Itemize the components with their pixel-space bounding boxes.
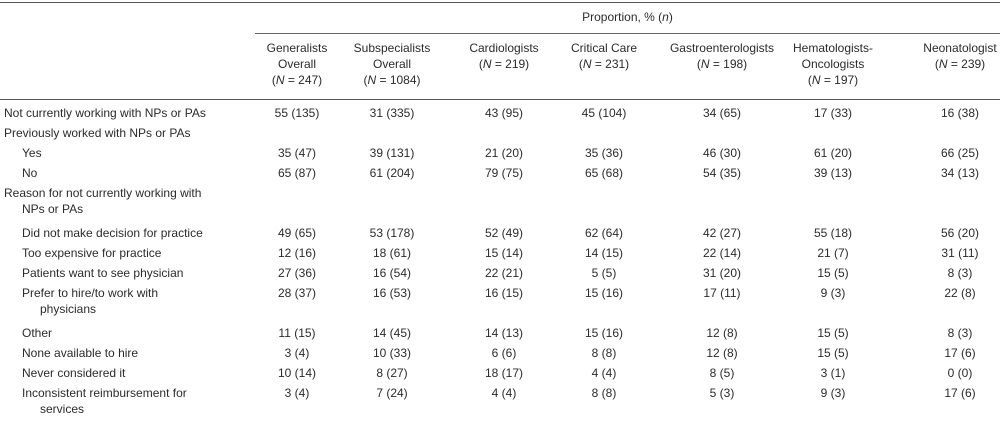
table-cell: 42 (27) — [702, 226, 742, 240]
column-header-line: (N = 239) — [934, 57, 986, 71]
column-header-line: Cardiologists — [469, 41, 539, 55]
row-label — [22, 225, 203, 241]
row-label — [22, 385, 187, 417]
row-label-line: Did not make decision for practice — [22, 226, 203, 240]
header-bottom-rule — [0, 99, 1000, 100]
table-cell: 17 (11) — [703, 286, 741, 300]
row-label-line: Patients want to see physician — [22, 266, 184, 280]
table-cell: 15 (5) — [817, 266, 849, 280]
table-cell: 31 (11) — [941, 246, 979, 260]
column-header-line: Hematologists- — [792, 41, 874, 55]
table-cell: 39 (131) — [369, 146, 415, 160]
table-cell: 43 (95) — [484, 106, 524, 120]
table-cell: 55 (135) — [274, 106, 320, 120]
row-label-line: Not currently working with NPs or PAs — [4, 106, 206, 120]
table-cell: 15 (16) — [584, 286, 624, 300]
column-header-line: Subspecialists — [353, 41, 431, 55]
table-cell: 18 (17) — [484, 366, 524, 380]
table-cell: 61 (20) — [813, 146, 853, 160]
table-cell: 15 (5) — [817, 346, 849, 360]
column-header — [753, 40, 913, 88]
row-label-line: NPs or PAs — [22, 202, 84, 216]
row-label-line: Reason for not currently working with — [4, 186, 202, 200]
table-cell: 14 (15) — [584, 246, 624, 260]
row-label — [22, 145, 42, 161]
column-header-line: (N = 247) — [271, 73, 323, 87]
row-label — [4, 185, 201, 217]
column-header-line: Oncologists — [801, 57, 865, 71]
table-cell: 34 (65) — [702, 106, 742, 120]
row-label — [22, 265, 183, 281]
table-cell: 27 (36) — [277, 266, 317, 280]
table-cell: 39 (13) — [813, 166, 853, 180]
column-header — [900, 40, 1000, 72]
table-cell: 12 (8) — [706, 346, 738, 360]
row-label-line: No — [22, 166, 38, 180]
table-cell: 8 (8) — [591, 386, 617, 400]
table-cell: 8 (3) — [947, 326, 973, 340]
column-header-line: (N = 198) — [696, 57, 748, 71]
table-cell: 35 (47) — [277, 146, 317, 160]
table-cell: 8 (5) — [709, 366, 735, 380]
table-cell: 55 (18) — [813, 226, 853, 240]
table-cell: 6 (6) — [491, 346, 517, 360]
table-cell: 9 (3) — [820, 286, 846, 300]
column-header-line: Critical Care — [570, 41, 637, 55]
table-cell: 56 (20) — [940, 226, 980, 240]
table-cell: 65 (87) — [277, 166, 317, 180]
column-header-line: Gastroenterologists — [669, 41, 775, 55]
proportion-header: Proportion, % (n) — [582, 10, 673, 24]
table-cell: 21 (7) — [817, 246, 849, 260]
table-cell: 12 (8) — [706, 326, 738, 340]
column-header-line: Generalists — [266, 41, 328, 55]
table-cell: 11 (15) — [278, 326, 316, 340]
table-cell: 31 (20) — [702, 266, 742, 280]
table-cell: 35 (36) — [584, 146, 624, 160]
column-header-line: Overall — [372, 57, 411, 71]
row-label-line: None available to hire — [22, 346, 139, 360]
table-cell: 61 (204) — [369, 166, 415, 180]
table-cell: 7 (24) — [376, 386, 408, 400]
table-cell: 28 (37) — [277, 286, 317, 300]
table-cell: 54 (35) — [702, 166, 742, 180]
table-cell: 15 (16) — [584, 326, 624, 340]
row-label-line: Inconsistent reimbursement for — [22, 386, 187, 400]
table-cell: 10 (33) — [372, 346, 412, 360]
table-top-rule — [0, 2, 1000, 3]
row-label — [4, 105, 206, 121]
table-cell: 49 (65) — [277, 226, 317, 240]
column-header-line: (N = 197) — [807, 73, 859, 87]
table-cell: 17 (33) — [813, 106, 853, 120]
table-cell: 52 (49) — [484, 226, 524, 240]
row-label — [22, 165, 37, 181]
table-cell: 16 (15) — [484, 286, 524, 300]
table-cell: 21 (20) — [484, 146, 524, 160]
row-label-line: physicians — [40, 302, 97, 316]
table-cell: 22 (21) — [484, 266, 524, 280]
table-cell: 15 (14) — [484, 246, 524, 260]
row-label-line: Too expensive for practice — [22, 246, 162, 260]
row-label — [22, 285, 158, 317]
row-label-line: Never considered it — [22, 366, 126, 380]
table-cell: 0 (0) — [947, 366, 973, 380]
table-cell: 46 (30) — [702, 146, 742, 160]
table-cell: 31 (335) — [369, 106, 415, 120]
table-cell: 17 (6) — [944, 346, 976, 360]
column-header-line: (N = 231) — [578, 57, 630, 71]
table-cell: 66 (25) — [940, 146, 980, 160]
column-header-line: (N = 1084) — [363, 73, 421, 87]
table-cell: 22 (14) — [702, 246, 742, 260]
row-label — [22, 345, 138, 361]
table-cell: 8 (3) — [947, 266, 973, 280]
table-cell: 45 (104) — [581, 106, 627, 120]
table-cell: 16 (38) — [940, 106, 980, 120]
table-cell: 4 (4) — [491, 386, 517, 400]
table-cell: 12 (16) — [277, 246, 317, 260]
row-label-line: services — [40, 402, 85, 416]
row-label-line: Yes — [22, 146, 42, 160]
table-cell: 3 (1) — [820, 366, 846, 380]
table-cell: 22 (8) — [944, 286, 976, 300]
row-label — [22, 325, 52, 341]
proportion-rule — [255, 33, 1000, 34]
table-cell: 5 (3) — [709, 386, 735, 400]
column-header-line: (N = 219) — [478, 57, 530, 71]
table-cell: 16 (54) — [372, 266, 412, 280]
table-cell: 14 (13) — [484, 326, 524, 340]
table-cell: 14 (45) — [372, 326, 412, 340]
table-cell: 8 (27) — [376, 366, 408, 380]
table-cell: 4 (4) — [591, 366, 617, 380]
table-cell: 15 (5) — [817, 326, 849, 340]
row-label-line: Prefer to hire/to work with — [22, 286, 159, 300]
row-label-line: Previously worked with NPs or PAs — [4, 126, 191, 140]
table-cell: 16 (53) — [372, 286, 412, 300]
row-label — [4, 125, 191, 141]
table-cell: 9 (3) — [820, 386, 846, 400]
table-cell: 5 (5) — [591, 266, 617, 280]
table-cell: 10 (14) — [277, 366, 317, 380]
row-label — [22, 245, 161, 261]
table-cell: 65 (68) — [584, 166, 624, 180]
table-cell: 17 (6) — [944, 386, 976, 400]
table-cell: 79 (75) — [484, 166, 524, 180]
row-label-line: Other — [22, 326, 53, 340]
table-cell: 53 (178) — [369, 226, 415, 240]
table-cell: 8 (8) — [591, 346, 617, 360]
column-header-line: Neonatologist — [923, 41, 997, 55]
table-cell: 3 (4) — [284, 346, 310, 360]
column-header-line: Overall — [277, 57, 316, 71]
table-cell: 3 (4) — [284, 386, 310, 400]
table-cell: 62 (64) — [584, 226, 624, 240]
table-cell: 18 (61) — [372, 246, 412, 260]
table-cell: 34 (13) — [940, 166, 980, 180]
row-label — [22, 365, 125, 381]
